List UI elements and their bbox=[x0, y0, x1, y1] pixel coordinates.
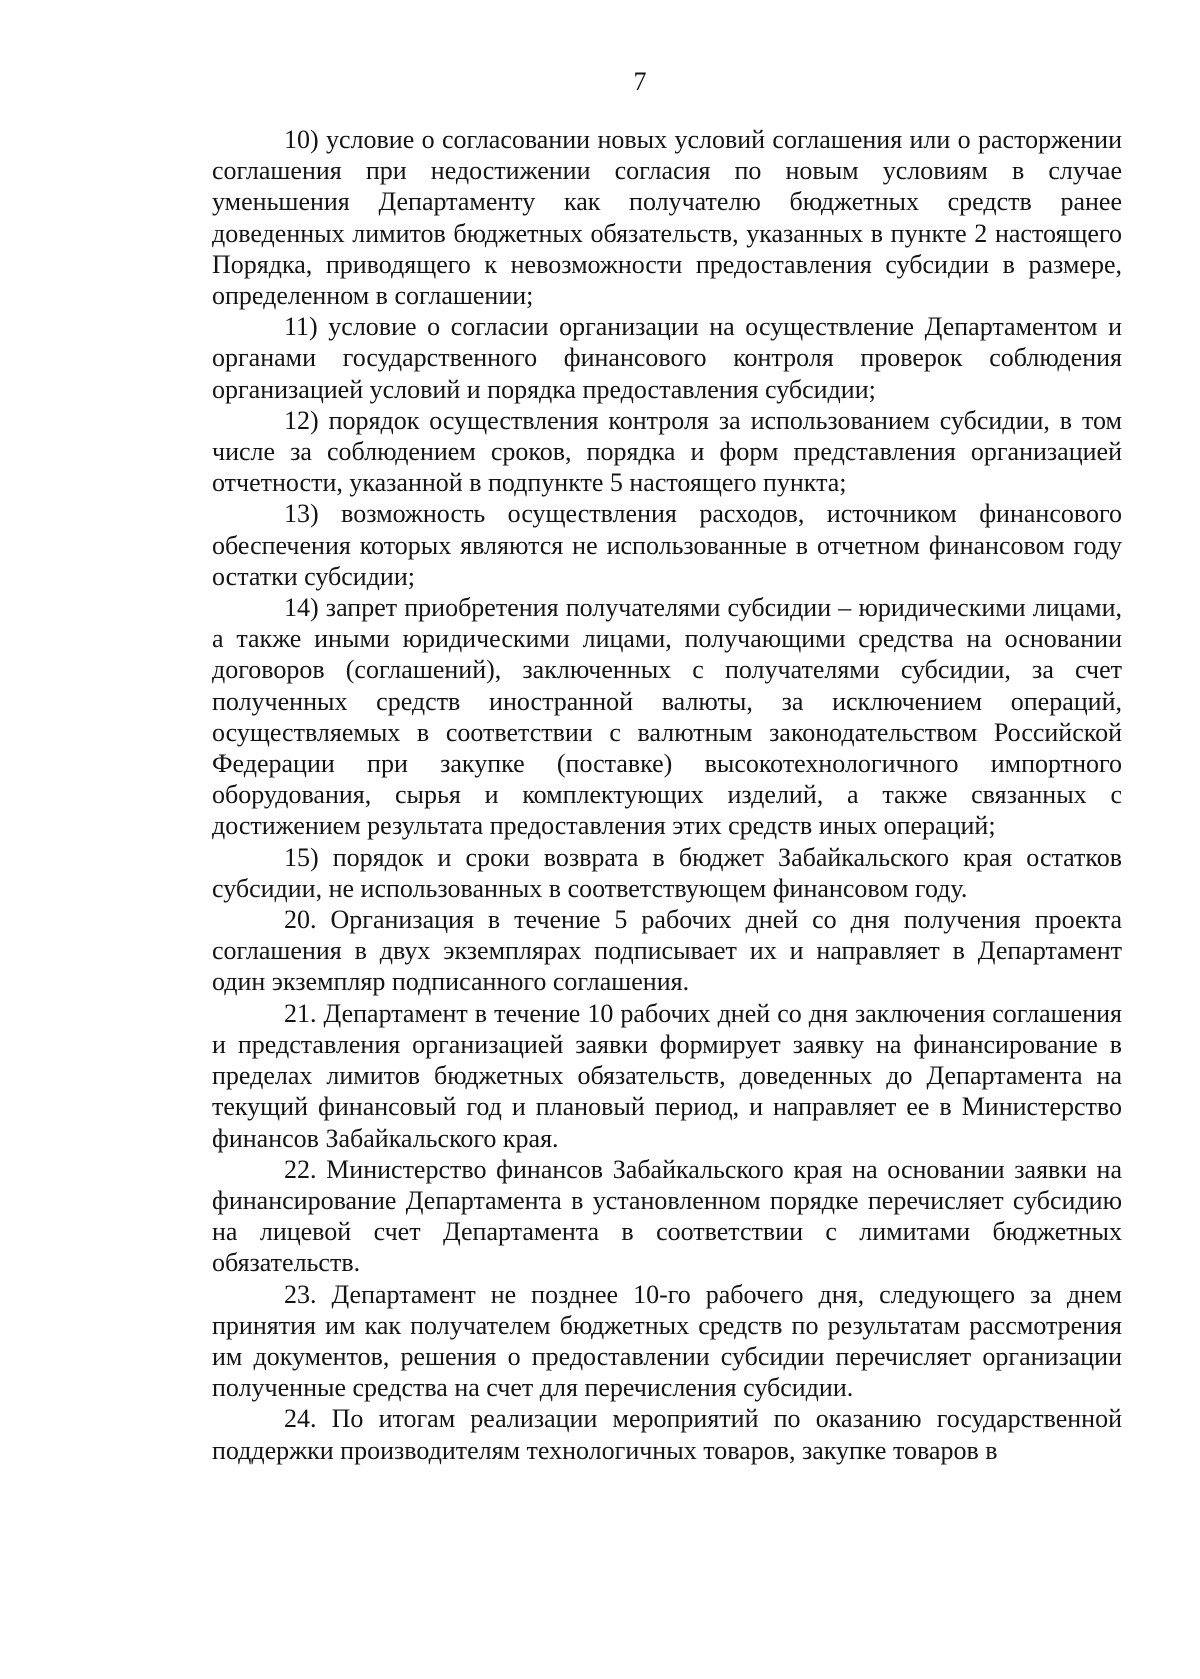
paragraph-clause-23: 23. Департамент не позднее 10-го рабочего дня, следующего за днем принятия им как получателем бюджетных средств по результатам рассмотрения им документов, решения о предоставлении субсидии перечисляет организации полученные средства на счет для перечисления субсидии. bbox=[212, 1279, 1122, 1403]
paragraph-item-11: 11) условие о согласии организации на осуществление Департаментом и органами государственного финансового контроля проверок соблюдения организацией условий и порядка предоставления субсидии; bbox=[212, 312, 1122, 404]
paragraph-clause-20: 20. Организация в течение 5 рабочих дней со дня получения проекта соглашения в двух экземплярах подписывает их и направляет в Департамент один экземпляр подписанного соглашения. bbox=[212, 905, 1122, 997]
paragraph-clause-21: 21. Департамент в течение 10 рабочих дней со дня заключения соглашения и представления организацией заявки формирует заявку на финансирование в пределах лимитов бюджетных обязательств, доведенных до Департамента на текущий финансовый год и плановый период, и направляет ее в Министерство финансов Забайкальского края. bbox=[212, 998, 1122, 1153]
paragraph-item-14: 14) запрет приобретения получателями субсидии – юридическими лицами, а также иными юридическими лицами, получающими средства на основании договоров (соглашений), заключенных с получателями субсидии, за счет полученных средств иностранной валюты, за исключением операций, осуществляемых в соответствии с валютным законодательством Российской Федерации при закупке (поставке) высокотехнологичного импортного оборудования, сырья и комплектующих изделий, а также связанных с достижением результата предоставления этих средств иных операций; bbox=[212, 593, 1122, 841]
paragraph-clause-24: 24. По итогам реализации мероприятий по оказанию государственной поддержки производителям технологичных товаров, закупке товаров в bbox=[212, 1404, 1122, 1465]
paragraph-item-10: 10) условие о согласовании новых условий соглашения или о расторжении соглашения при недостижении согласия по новым условиям в случае уменьшения Департаменту как получателю бюджетных средств ранее доведенных лимитов бюджетных обязательств, указанных в пункте 2 настоящего Порядка, приводящего к невозможности предоставления субсидии в размере, определенном в соглашении; bbox=[212, 125, 1122, 311]
page-number: 7 bbox=[633, 67, 647, 96]
paragraph-item-15: 15) порядок и сроки возврата в бюджет Забайкальского края остатков субсидии, не использованных в соответствующем финансовом году. bbox=[212, 842, 1122, 903]
document-body bbox=[212, 124, 1122, 1466]
paragraph-clause-22: 22. Министерство финансов Забайкальского края на основании заявки на финансирование Департамента в установленном порядке перечисляет субсидию на лицевой счет Департамента в соответствии с лимитами бюджетных обязательств. bbox=[212, 1154, 1122, 1278]
paragraph-item-13: 13) возможность осуществления расходов, источником финансового обеспечения которых являются не использованные в отчетном финансовом году остатки субсидии; bbox=[212, 499, 1122, 591]
paragraph-item-12: 12) порядок осуществления контроля за использованием субсидии, в том числе за соблюдением сроков, порядка и форм представления организацией отчетности, указанной в подпункте 5 настоящего пункта; bbox=[212, 405, 1122, 498]
